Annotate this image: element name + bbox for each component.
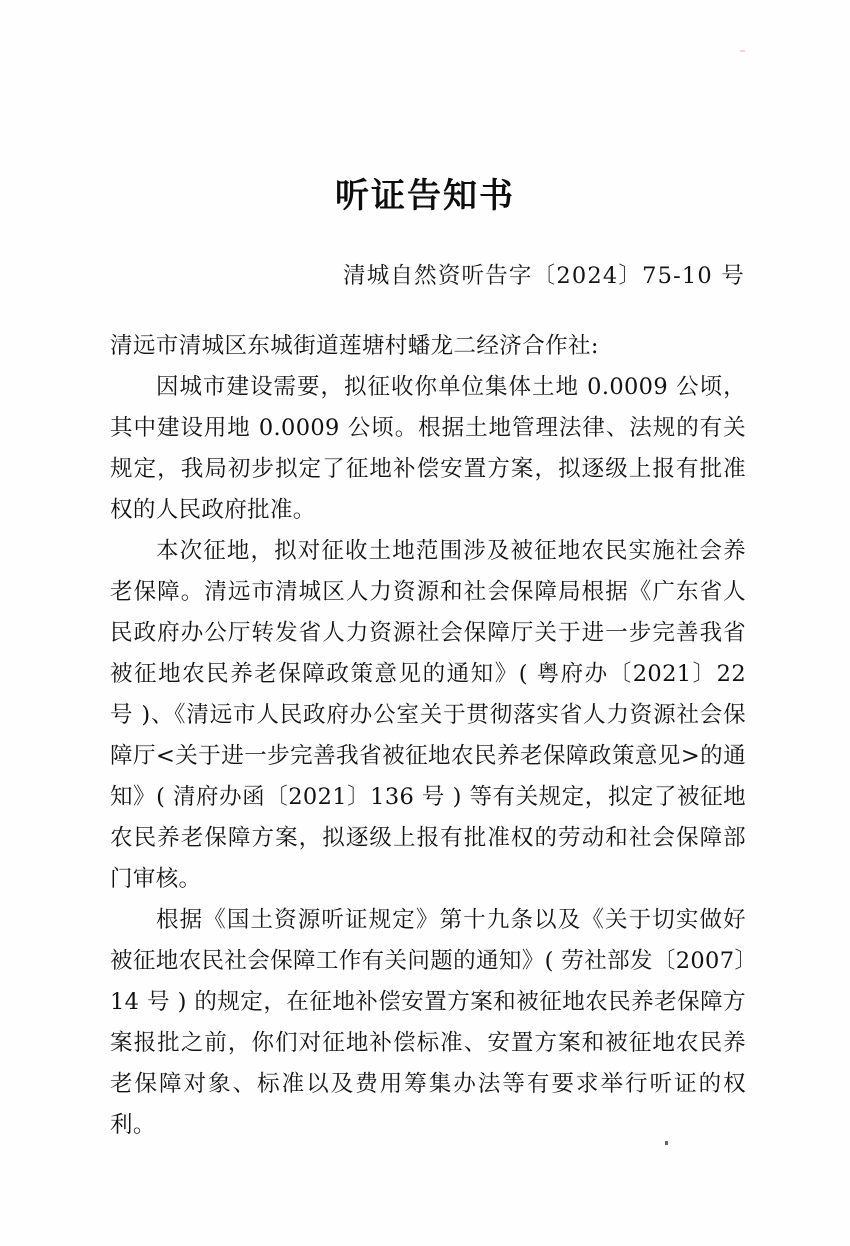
scan-artifact-top <box>740 50 745 52</box>
body-paragraph-2: 本次征地，拟对征收土地范围涉及被征地农民实施社会养老保障。清远市清城区人力资源和社会保障局根据《广东省人民政府办公厅转发省人力资源社会保障厅关于进一步完善我省被征地农民养老保障政策意见的通知》( 粤府办〔2021〕22 号 )、《清远市人民政府办公室关于贯彻落实省人力资源社会保障厅<关于进一步完善我省被征地农民养老保障政策意见>的通知》( 清府办函〔2021〕136 号 ) 等有关规定，拟定了被征地农民养老保障方案，拟逐级上报有批准权的劳动和社会保障部门审核。 <box>110 538 746 892</box>
addressee-line: 清远市清城区东城街道莲塘村蟠龙二经济合作社: <box>110 333 599 359</box>
document-number: 清城自然资听告字〔2024〕75-10 号 <box>343 263 745 289</box>
body-paragraph-1: 因城市建设需要，拟征收你单位集体土地 0.0009 公顷，其中建设用地 0.0009 公顷。根据土地管理法律、法规的有关规定，我局初步拟定了征地补偿安置方案，拟逐级上报有批准权的人民政府批准。 <box>110 374 746 523</box>
page-title: 听证告知书 <box>335 176 515 216</box>
scan-artifact-bottom <box>665 1141 668 1145</box>
document-body <box>110 326 746 1146</box>
body-paragraph-3: 根据《国土资源听证规定》第十九条以及《关于切实做好被征地农民社会保障工作有关问题的通知》( 劳社部发〔2007〕14 号 ) 的规定，在征地补偿安置方案和被征地农民养老保障方案报批之前，你们对征地补偿标准、安置方案和被征地农民养老保障对象、标准以及费用筹集办法等有要求举行听证的权利。 <box>110 907 746 1138</box>
